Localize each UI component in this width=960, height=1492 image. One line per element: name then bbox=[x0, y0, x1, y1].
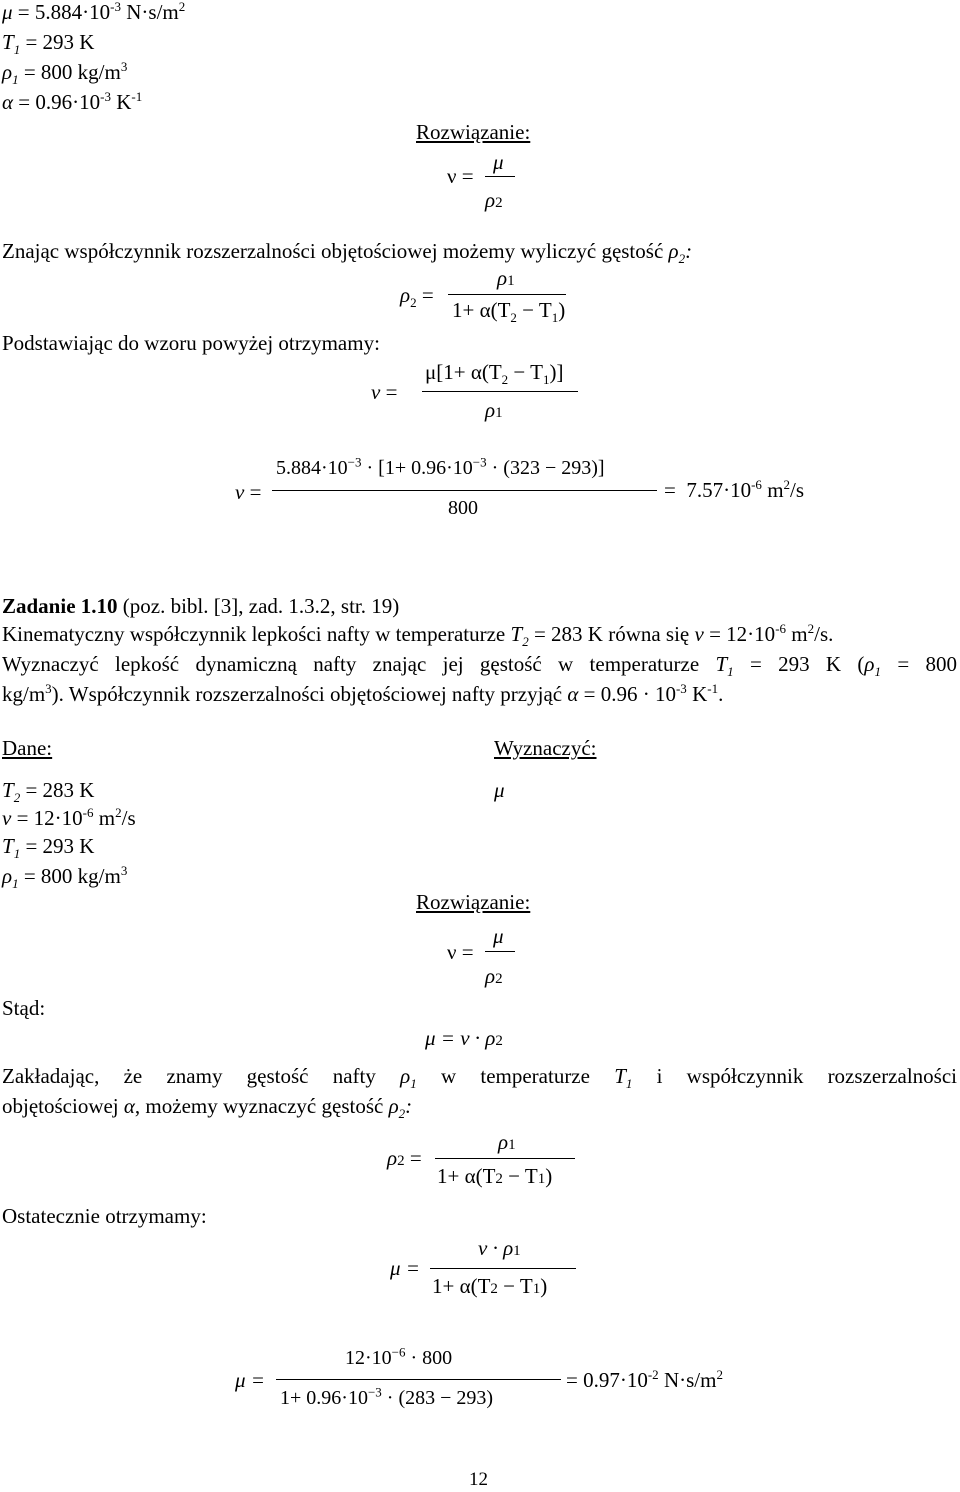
stad-label: Stąd: bbox=[2, 996, 46, 1020]
nu-equals-3: ν = bbox=[447, 940, 474, 964]
thermal-denominator-2: 1+ α(T2 − T1) bbox=[437, 1164, 553, 1188]
final-result: = $0.97\cdot 10^{-2}$ $N\cdot s/m^2$ bbox=[566, 1367, 723, 1392]
ostatecznie-label: Ostatecznie otrzymamy: bbox=[2, 1204, 207, 1228]
mu-numerator-2: μ bbox=[493, 924, 504, 948]
given-alpha: $\alpha = 0.96\cdot 10^{-3}$ $K^{-1}$ bbox=[2, 89, 143, 114]
fraction-line bbox=[485, 176, 515, 177]
solution2-heading: Rozwiązanie: bbox=[416, 890, 531, 914]
calc-denominator: 800 bbox=[448, 497, 478, 519]
dane-t1: $T_1 = 293$ K bbox=[2, 834, 95, 862]
rho2-equals: $\rho_2$ = bbox=[400, 283, 434, 311]
dane-t2: $T_2 = 283$ K bbox=[2, 778, 95, 806]
rho1-numerator: ρ1 bbox=[497, 266, 515, 290]
rho2-equals-2: ρ2 = bbox=[387, 1146, 422, 1170]
fraction-line bbox=[435, 1158, 575, 1159]
calc-result: = $7.57\cdot 10^{-6}$ $m^2/s$ bbox=[664, 477, 805, 502]
dane-nu: $\nu = 12\cdot 10^{-6}$ $m^2/s$ bbox=[2, 805, 136, 830]
fraction-line bbox=[430, 1268, 576, 1269]
rho1-numerator-2: ρ1 bbox=[498, 1130, 516, 1154]
dane-rho1: $\rho_1 = 800$ $kg/m^3$ bbox=[2, 863, 128, 892]
page-number: 12 bbox=[469, 1469, 488, 1490]
nu-calc-equals: ν = bbox=[235, 480, 262, 504]
mu-numerator: μ bbox=[493, 150, 504, 174]
rho2-denominator: ρ2 bbox=[485, 188, 503, 212]
thermal-denominator-3: 1+ α(T2 − T1) bbox=[432, 1274, 548, 1298]
task-line-1: Kinematyczny współczynnik lepkości nafty w temperaturze $T_2 = 283$ K równa się $\nu = 12\cdot 10^{-6}$ $m^2/s$. bbox=[2, 621, 834, 650]
task-heading: Zadanie 1.10 (poz. bibl. [3], zad. 1.3.2, str. 19) bbox=[2, 594, 400, 618]
final-denominator: $1+ 0.96\cdot 10^{-3} \cdot (283 - 293)$ bbox=[280, 1384, 494, 1409]
nu-equals: ν = bbox=[447, 164, 474, 188]
thermal-denominator: $1+ \alpha(T_2 - T_1)$ bbox=[452, 298, 566, 326]
nu-numerator: $\mu[1+ \alpha(T_2 - T_1)]$ bbox=[425, 360, 564, 388]
rho2-denominator-2: ρ2 bbox=[485, 964, 503, 988]
mu-nu-rho-eq: μ = ν · ρ2 bbox=[425, 1026, 503, 1050]
task-line-3: $kg/m^3$). Współczynnik rozszerzalności objętościowej nafty przyjąć $\alpha = 0.96 \cdot 10^{-3}$ $K^{-1}$. bbox=[2, 681, 724, 706]
fraction-line bbox=[276, 1379, 561, 1380]
final-numerator: $12\cdot 10^{-6} \cdot 800$ bbox=[345, 1344, 453, 1369]
given-t1: $T_1 = 293$ K bbox=[2, 30, 95, 58]
solution-heading: Rozwiązanie: bbox=[416, 120, 531, 144]
final-mu-equals: μ = bbox=[235, 1368, 265, 1392]
density-intro-text: Znając współczynnik rozszerzalności objętościowej możemy wyliczyć gęstość $\rho_2$: bbox=[2, 239, 693, 267]
task-line-2: Wyznaczyć lepkość dynamiczną nafty znając jej gęstość w temperaturze $T_1 = 293$ K ($\rho_1 = 800$ bbox=[2, 652, 957, 680]
mu-equals-2: μ = bbox=[390, 1256, 420, 1280]
zakladajac-line-2: objętościowej α, możemy wyznaczyć gęstość $\rho_2$: bbox=[2, 1094, 413, 1122]
nu-equals-2: ν = bbox=[371, 380, 398, 404]
given-mu: $\mu = 5.884\cdot 10^{-3}$ $N\cdot s/m^2$ bbox=[2, 0, 186, 24]
dane-label: Dane: bbox=[2, 736, 53, 760]
fraction-line bbox=[448, 294, 566, 295]
calc-numerator: $5.884\cdot 10^{-3} \cdot [1+ 0.96\cdot 10^{-3} \cdot (323 - 293)]$ bbox=[276, 454, 605, 479]
zakladajac-line-1: Zakładając, że znamy gęstość nafty $\rho_1$ w temperaturze $T_1$ i współczynnik rozszerzalności bbox=[2, 1064, 957, 1092]
fraction-line bbox=[422, 391, 578, 392]
substitution-text: Podstawiając do wzoru powyżej otrzymamy: bbox=[2, 331, 380, 355]
nu-rho1-numerator: ν · ρ1 bbox=[478, 1236, 521, 1260]
wyznaczyc-label: Wyznaczyć: bbox=[494, 736, 597, 760]
rho1-denominator: ρ1 bbox=[485, 398, 503, 422]
target-mu: μ bbox=[494, 778, 505, 802]
fraction-line bbox=[272, 490, 657, 491]
given-rho1: $\rho_1 = 800$ $kg/m^3$ bbox=[2, 59, 128, 88]
fraction-line bbox=[485, 951, 515, 952]
